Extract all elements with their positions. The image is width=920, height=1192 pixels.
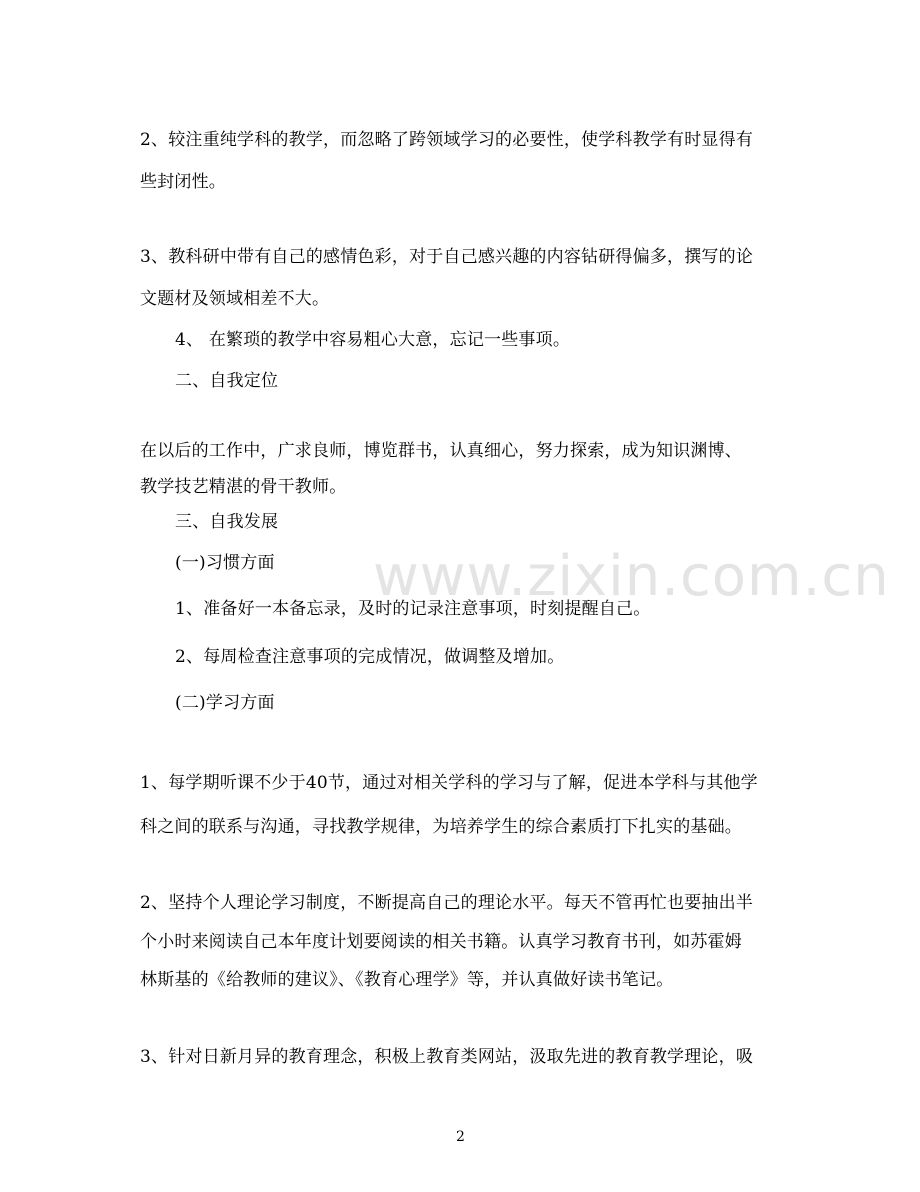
paragraph-5-line-1: 在以后的工作中，广求良师，博览群书，认真细心，努力探索，成为知识渊博、 bbox=[140, 441, 742, 461]
paragraph-5-line-2: 教学技艺精湛的骨干教师。 bbox=[140, 477, 347, 497]
section-heading-self-development: 三、自我发展 bbox=[175, 512, 279, 532]
subsection-heading-learning: (二)学习方面 bbox=[175, 693, 275, 713]
watermark: www.zixin.com.cn bbox=[373, 544, 890, 609]
paragraph-12-line-2: 个小时来阅读自己本年度计划要阅读的相关书籍。认真学习教育书刊，如苏霍姆 bbox=[140, 932, 742, 952]
page-number: 2 bbox=[456, 1129, 465, 1145]
paragraph-3: 4、 在繁琐的教学中容易粗心大意，忘记一些事项。 bbox=[175, 330, 571, 350]
paragraph-12-line-1: 2、坚持个人理论学习制度，不断提高自己的理论水平。每天不管再忙也要抽出半 bbox=[140, 893, 754, 913]
paragraph-11-line-2: 科之间的联系与沟通，寻找教学规律，为培养学生的综合素质打下扎实的基础。 bbox=[140, 817, 742, 837]
paragraph-13-line-1: 3、针对日新月异的教育理念，积极上教育类网站，汲取先进的教育教学理论，吸 bbox=[140, 1047, 754, 1067]
paragraph-11-line-1: 1、每学期听课不少于40节，通过对相关学科的学习与了解，促进本学科与其他学 bbox=[140, 773, 758, 793]
paragraph-12-line-3: 林斯基的《给教师的建议》、《教育心理学》等，并认真做好读书笔记。 bbox=[140, 970, 674, 990]
paragraph-1-line-2: 些封闭性。 bbox=[140, 172, 226, 192]
subsection-heading-habits: (一)习惯方面 bbox=[175, 553, 275, 573]
section-heading-self-positioning: 二、自我定位 bbox=[175, 371, 279, 391]
paragraph-2-line-2: 文题材及领域相差不大。 bbox=[140, 289, 330, 309]
paragraph-8: 1、准备好一本备忘录，及时的记录注意事项，时刻提醒自己。 bbox=[175, 599, 651, 619]
paragraph-1-line-1: 2、较注重纯学科的教学，而忽略了跨领域学习的必要性，使学科教学有时显得有 bbox=[140, 130, 754, 150]
paragraph-2-line-1: 3、教科研中带有自己的感情色彩，对于自己感兴趣的内容钻研得偏多，撰写的论 bbox=[140, 247, 754, 267]
paragraph-9: 2、每周检查注意事项的完成情况，做调整及增加。 bbox=[175, 647, 565, 667]
